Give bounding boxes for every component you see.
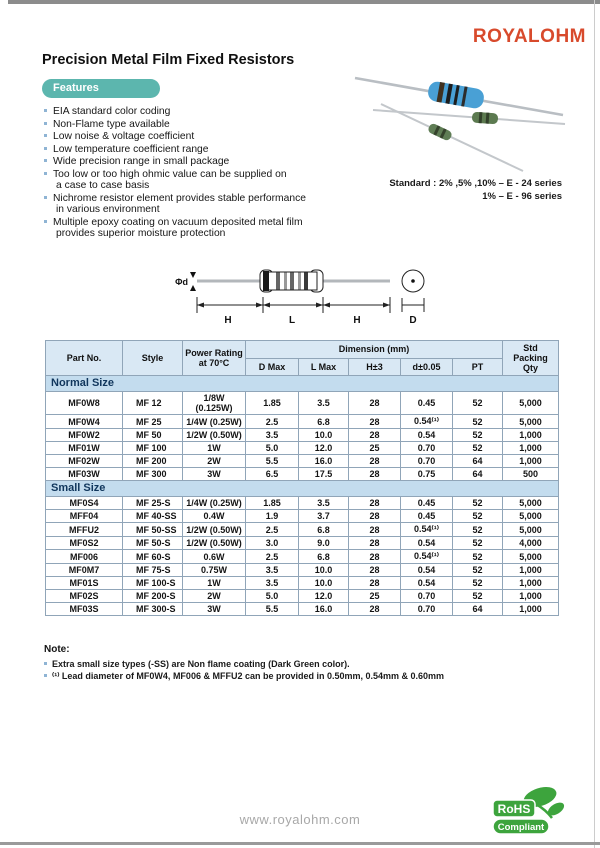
cell: 3W: [183, 468, 246, 481]
compliant-text: Compliant: [497, 822, 545, 833]
cell: 500: [503, 468, 559, 481]
cell: 3.5: [299, 392, 349, 415]
resistor-photo: [343, 70, 593, 188]
cell: 9.0: [299, 537, 349, 550]
table-row: [46, 429, 559, 442]
cell: 12.0: [299, 590, 349, 603]
cell: MF 12: [123, 392, 183, 415]
cell: 52: [453, 550, 503, 564]
cell: 52: [453, 392, 503, 415]
feature-item: [44, 106, 344, 118]
bullet-icon: [44, 134, 47, 137]
feature-line: provides superior moisture protection: [56, 228, 226, 239]
bottom-rule: [0, 842, 600, 845]
cell: 52: [453, 564, 503, 577]
table-row: [46, 392, 559, 415]
cell: 3W: [183, 603, 246, 616]
cell: 28: [349, 392, 401, 415]
page-edge-line: [594, 0, 595, 848]
cell: 5,000: [503, 510, 559, 523]
table-row: [46, 550, 559, 564]
cell: 0.75: [401, 468, 453, 481]
features-heading: Features: [42, 79, 160, 98]
cell: MF02W: [46, 455, 123, 468]
cell: MF0W2: [46, 429, 123, 442]
resistor-body-drawing: [260, 270, 323, 292]
feature-item: [44, 144, 344, 156]
cell: 0.70: [401, 455, 453, 468]
table-row: [46, 523, 559, 537]
cell: 0.70: [401, 590, 453, 603]
feature-item: [44, 193, 344, 216]
bullet-icon: [44, 220, 47, 223]
cell: 1.85: [246, 392, 299, 415]
cell: 0.45: [401, 497, 453, 510]
cell: 5,000: [503, 497, 559, 510]
features-list: [44, 106, 344, 241]
bullet-icon: [44, 147, 47, 150]
header-pt: PT: [453, 358, 503, 376]
cell: MF 100: [123, 442, 183, 455]
cell: 3.5: [299, 497, 349, 510]
bullet-icon: [44, 159, 47, 162]
cell: 1.9: [246, 510, 299, 523]
feature-line: Low noise & voltage coefficient: [44, 131, 344, 143]
cell: 5.5: [246, 603, 299, 616]
page-title: Precision Metal Film Fixed Resistors: [42, 52, 295, 68]
green-resistor-body: [472, 112, 499, 125]
cell: 0.54: [401, 564, 453, 577]
d-dimension-line: [402, 298, 424, 312]
cell: 52: [453, 442, 503, 455]
table-row: [46, 415, 559, 429]
cell: 0.6W: [183, 550, 246, 564]
feature-item: [44, 169, 344, 192]
cell: 64: [453, 455, 503, 468]
cell: 0.54: [401, 537, 453, 550]
note-items: [44, 658, 524, 682]
cell: 3.5: [246, 429, 299, 442]
cell: 6.5: [246, 468, 299, 481]
cell: MF 200: [123, 455, 183, 468]
cell: 3.5: [246, 564, 299, 577]
header-style: Style: [123, 341, 183, 376]
cell: 28: [349, 523, 401, 537]
cell: 2.5: [246, 415, 299, 429]
cell: 0.54: [401, 429, 453, 442]
cell: 5,000: [503, 415, 559, 429]
standard-line-2: 1% – E - 96 series: [482, 190, 562, 202]
cell: 52: [453, 590, 503, 603]
cell: 25: [349, 442, 401, 455]
cell: 0.54⁽¹⁾: [401, 415, 453, 429]
header-d: d±0.05: [401, 358, 453, 376]
cell: 2W: [183, 590, 246, 603]
cell: 3.5: [246, 577, 299, 590]
bullet-icon: [44, 662, 47, 665]
green-resistor-body: [427, 122, 453, 141]
cell: 1,000: [503, 564, 559, 577]
cell: 2W: [183, 455, 246, 468]
table-row: [46, 603, 559, 616]
brand-logo: ROYALOHM: [472, 26, 586, 47]
cell: MF 300-S: [123, 603, 183, 616]
cell: MF0S2: [46, 537, 123, 550]
cell: 0.70: [401, 603, 453, 616]
cell: 0.45: [401, 510, 453, 523]
dimension-diagram: [60, 250, 440, 330]
section-row: [46, 376, 559, 392]
bullet-icon: [44, 674, 47, 677]
table-row: [46, 468, 559, 481]
feature-line: Too low or too high ohmic value can be supplied on: [44, 169, 344, 181]
rohs-badge: [490, 784, 568, 842]
spec-table-body: [46, 376, 559, 616]
cell: 52: [453, 415, 503, 429]
cell: MF 50: [123, 429, 183, 442]
rohs-text: RoHS: [497, 802, 531, 816]
cell: 2.5: [246, 550, 299, 564]
feature-line: Non-Flame type available: [44, 119, 344, 131]
note-item: ⁽¹⁾ Lead diameter of MF0W4, MF006 & MFFU2 can be provided in 0.50mm, 0.54mm & 0.60mm: [44, 670, 524, 682]
bullet-icon: [44, 109, 47, 112]
cell: 28: [349, 564, 401, 577]
cell: 1,000: [503, 429, 559, 442]
cell: MF0S4: [46, 497, 123, 510]
feature-line: Multiple epoxy coating on vacuum deposited metal film: [44, 217, 344, 229]
website-url[interactable]: www.royalohm.com: [239, 812, 361, 827]
cell: 1/2W (0.50W): [183, 429, 246, 442]
end-view-dot: [411, 279, 415, 283]
cell: 1W: [183, 442, 246, 455]
cell: 6.8: [299, 415, 349, 429]
cell: 5,000: [503, 523, 559, 537]
cell: 52: [453, 510, 503, 523]
cell: 1.85: [246, 497, 299, 510]
bullet-icon: [44, 122, 47, 125]
cell: 12.0: [299, 442, 349, 455]
bullet-icon: [44, 196, 47, 199]
diameter-label: D: [409, 315, 417, 326]
cell: 52: [453, 523, 503, 537]
cell: MF 50-SS: [123, 523, 183, 537]
cell: 10.0: [299, 564, 349, 577]
cell: 64: [453, 468, 503, 481]
cell: 2.5: [246, 523, 299, 537]
feature-item: [44, 217, 344, 240]
cell: 1/4W (0.25W): [183, 415, 246, 429]
cell: MF0W8: [46, 392, 123, 415]
section-label: Small Size: [46, 481, 559, 497]
cell: MF 50-S: [123, 537, 183, 550]
cell: MF01W: [46, 442, 123, 455]
cell: MFF04: [46, 510, 123, 523]
h-left-label: H: [224, 315, 232, 326]
bullet-icon: [44, 172, 47, 175]
cell: 3.7: [299, 510, 349, 523]
header-l-max: L Max: [299, 358, 349, 376]
cell: MF 25-S: [123, 497, 183, 510]
feature-item: [44, 156, 344, 168]
arrow-up-icon: [190, 285, 196, 291]
feature-line: a case to case basis: [56, 180, 150, 191]
table-row: [46, 590, 559, 603]
cell: 52: [453, 537, 503, 550]
cell: MF 40-SS: [123, 510, 183, 523]
header-power-rating: Power Rating at 70°C: [183, 341, 246, 376]
table-row: [46, 497, 559, 510]
cell: MF 300: [123, 468, 183, 481]
table-row: [46, 564, 559, 577]
cell: 5.5: [246, 455, 299, 468]
cell: 25: [349, 590, 401, 603]
cell: 0.54⁽¹⁾: [401, 550, 453, 564]
dimension-lines: [197, 297, 390, 313]
cell: 1,000: [503, 455, 559, 468]
cell: 10.0: [299, 429, 349, 442]
cell: 0.75W: [183, 564, 246, 577]
header-dimension: Dimension (mm): [246, 341, 503, 359]
spec-table: [45, 340, 559, 616]
lead-diameter-label: Φd: [175, 277, 188, 287]
table-row: [46, 442, 559, 455]
feature-item: [44, 131, 344, 143]
cell: 28: [349, 510, 401, 523]
cell: 0.54⁽¹⁾: [401, 523, 453, 537]
header-std-packing: Std Packing Qty: [503, 341, 559, 376]
cell: 1/8W (0.125W): [183, 392, 246, 415]
section-label: Normal Size: [46, 376, 559, 392]
cell: 28: [349, 550, 401, 564]
standard-line-1: Standard : 2% ,5% ,10% – E - 24 series: [389, 178, 562, 189]
cell: 28: [349, 468, 401, 481]
lead-wire: [373, 110, 565, 124]
cell: 28: [349, 577, 401, 590]
cell: 28: [349, 429, 401, 442]
cell: 17.5: [299, 468, 349, 481]
cell: 28: [349, 497, 401, 510]
cell: 64: [453, 603, 503, 616]
feature-line: Wide precision range in small package: [44, 156, 344, 168]
cell: MF03W: [46, 468, 123, 481]
cell: 0.70: [401, 442, 453, 455]
cell: 28: [349, 603, 401, 616]
cell: 1/2W (0.50W): [183, 523, 246, 537]
cell: MF03S: [46, 603, 123, 616]
cell: 5.0: [246, 590, 299, 603]
note-item: Extra small size types (-SS) are Non flame coating (Dark Green color).: [44, 658, 524, 670]
cell: 16.0: [299, 455, 349, 468]
section-row: [46, 481, 559, 497]
cell: 1/2W (0.50W): [183, 537, 246, 550]
cell: 28: [349, 537, 401, 550]
feature-item: [44, 119, 344, 131]
table-row: [46, 537, 559, 550]
h-right-label: H: [353, 315, 361, 326]
cell: 1,000: [503, 590, 559, 603]
cell: MF 100-S: [123, 577, 183, 590]
cell: 1/4W (0.25W): [183, 497, 246, 510]
header-d-max: D Max: [246, 358, 299, 376]
header-part-no: Part No.: [46, 341, 123, 376]
cell: 0.4W: [183, 510, 246, 523]
table-row: [46, 577, 559, 590]
cell: MF 25: [123, 415, 183, 429]
header-h: H±3: [349, 358, 401, 376]
cell: 1,000: [503, 603, 559, 616]
top-rule: [8, 0, 600, 4]
cell: MFFU2: [46, 523, 123, 537]
feature-line: Low temperature coefficient range: [44, 144, 344, 156]
cell: MF0M7: [46, 564, 123, 577]
length-label: L: [288, 315, 296, 326]
cell: 5,000: [503, 550, 559, 564]
feature-line: EIA standard color coding: [44, 106, 344, 118]
cell: 4,000: [503, 537, 559, 550]
cell: 6.8: [299, 523, 349, 537]
cell: 52: [453, 497, 503, 510]
blue-resistor-body: [427, 80, 486, 109]
table-row: [46, 455, 559, 468]
cell: 1W: [183, 577, 246, 590]
cell: 0.45: [401, 392, 453, 415]
cell: MF006: [46, 550, 123, 564]
cell: 10.0: [299, 577, 349, 590]
cell: 6.8: [299, 550, 349, 564]
cell: 3.0: [246, 537, 299, 550]
arrow-down-icon: [190, 272, 196, 278]
cell: 5,000: [503, 392, 559, 415]
cell: MF02S: [46, 590, 123, 603]
cell: 16.0: [299, 603, 349, 616]
table-row: [46, 510, 559, 523]
cell: 1,000: [503, 577, 559, 590]
feature-line: Nichrome resistor element provides stable performance: [44, 193, 344, 205]
cell: 28: [349, 455, 401, 468]
cell: 52: [453, 577, 503, 590]
lead-wire: [381, 104, 523, 171]
note-block: [44, 644, 524, 682]
cell: 1,000: [503, 442, 559, 455]
cell: MF 200-S: [123, 590, 183, 603]
cell: 0.54: [401, 577, 453, 590]
cell: MF0W4: [46, 415, 123, 429]
feature-line: in various environment: [56, 204, 160, 215]
cell: MF 75-S: [123, 564, 183, 577]
cell: 52: [453, 429, 503, 442]
cell: 5.0: [246, 442, 299, 455]
cell: MF01S: [46, 577, 123, 590]
cell: MF 60-S: [123, 550, 183, 564]
note-title: Note:: [44, 644, 70, 655]
cell: 28: [349, 415, 401, 429]
standard-series-note: [389, 178, 562, 203]
